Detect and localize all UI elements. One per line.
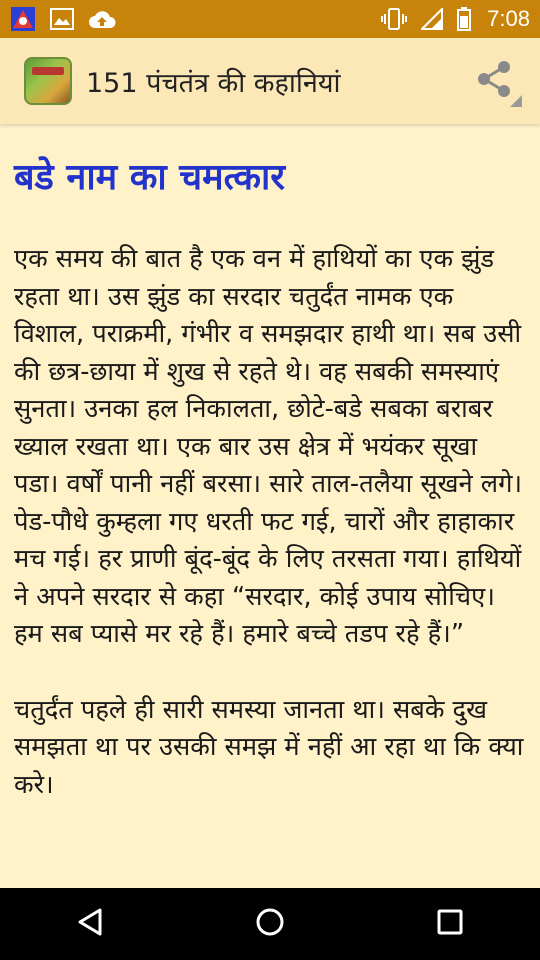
status-bar bbox=[0, 0, 540, 38]
app-title: 151 पंचतंत्र की कहानियां bbox=[86, 67, 341, 99]
back-icon bbox=[76, 907, 104, 941]
action-bar bbox=[0, 38, 540, 124]
navigation-bar bbox=[0, 888, 540, 960]
vibrate-icon bbox=[381, 7, 407, 31]
share-button[interactable] bbox=[462, 49, 526, 113]
app-logo-icon[interactable] bbox=[24, 57, 72, 105]
story-title: बडे नाम का चमत्कार bbox=[14, 157, 286, 198]
app-notification-icon bbox=[10, 6, 36, 32]
share-icon bbox=[475, 59, 513, 103]
home-icon bbox=[255, 907, 285, 941]
recents-button[interactable] bbox=[410, 894, 490, 954]
battery-icon bbox=[457, 7, 471, 31]
story-content[interactable] bbox=[0, 124, 540, 888]
status-time: 7:08 bbox=[487, 6, 530, 31]
story-paragraph: एक समय की बात है एक वन में हाथियों का एक झुंड रहता था। उस झुंड का सरदार चतुर्दंत नामक एक विशाल, पराक्रमी, गंभीर व समझदार हाथी था। सब उसी की छत्र-छाया में शुख से रहते थे। वह सबकी समस्याएं सुनता। उनका हल निकालता, छोटे-बडे सबका बराबर ख्याल रखता था। एक बार उस क्षेत्र में भयंकर सूखा पडा। वर्षों पानी नहीं बरसा। सारे ताल-तलैया सूखने लगे। पेड-पौधे कुम्हला गए धरती फट गई, चारों और हाहाकार मच गई। हर प्राणी बूंद-बूंद के लिए तरसता गया। हाथियों ने अपने सरदार से कहा “सरदार, कोई उपाय सोचिए। हम सब प्यासे मर रहे हैं। हमारे बच्चे तडप रहे हैं।” bbox=[14, 244, 523, 650]
status-bar-right bbox=[381, 6, 530, 32]
status-bar-left bbox=[10, 6, 116, 32]
cloud-upload-icon bbox=[88, 8, 116, 30]
story-paragraph: चतुर्दंत पहले ही सारी समस्या जानता था। सबके दुख समझता था पर उसकी समझ में नहीं आ रहा था कि क्या करे। bbox=[14, 694, 524, 800]
signal-icon bbox=[421, 8, 443, 30]
menu-corner-indicator bbox=[510, 95, 522, 107]
home-button[interactable] bbox=[230, 894, 310, 954]
image-icon bbox=[50, 8, 74, 30]
recents-icon bbox=[437, 909, 463, 939]
back-button[interactable] bbox=[50, 894, 130, 954]
